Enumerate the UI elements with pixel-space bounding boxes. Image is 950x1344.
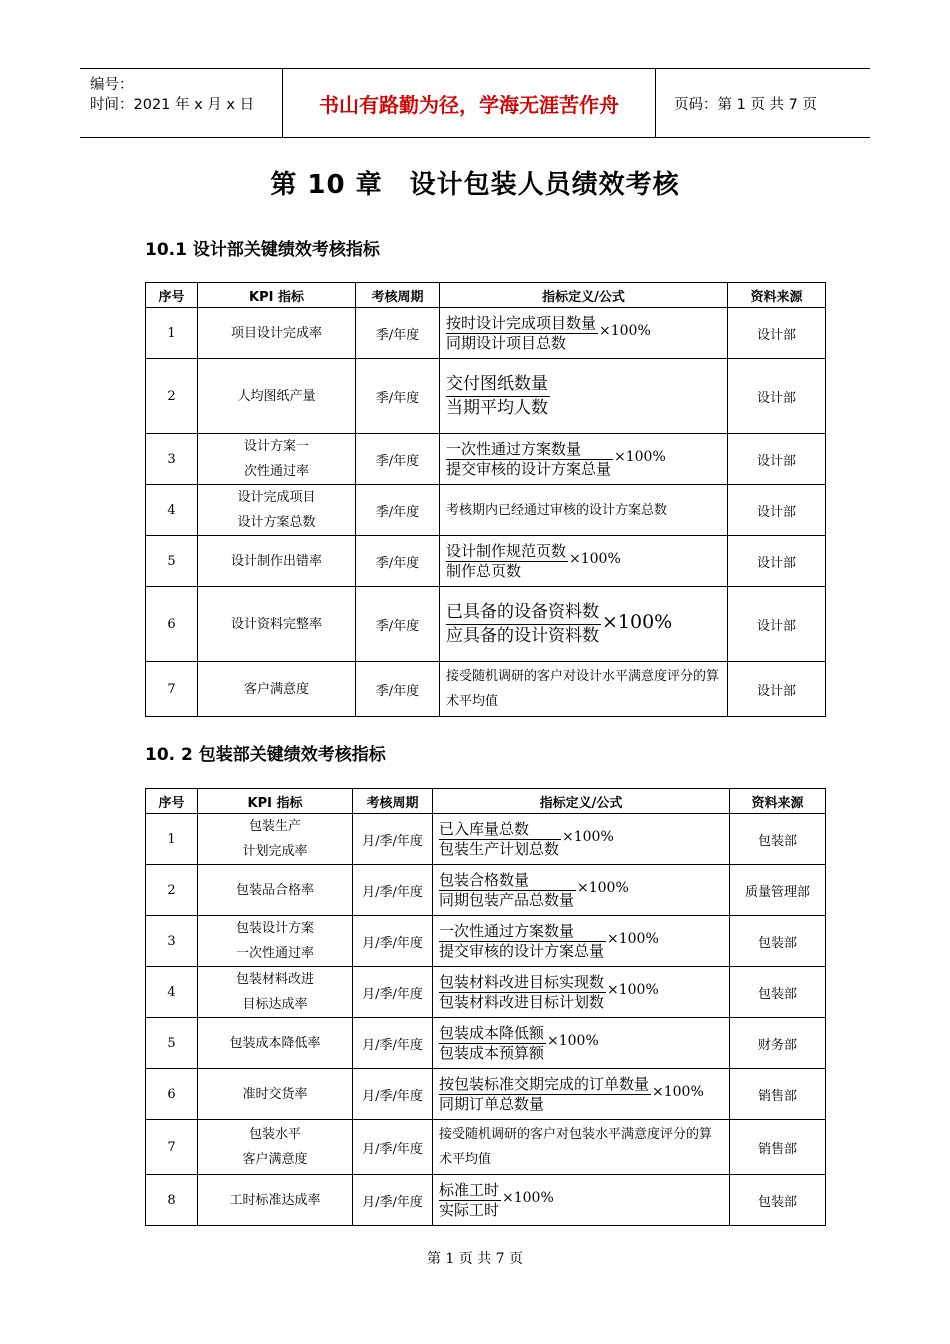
row-number: 4	[146, 485, 198, 536]
formula	[439, 1024, 599, 1063]
fraction	[446, 601, 601, 648]
kpi-name-line: 包装品合格率	[235, 882, 314, 898]
column-header: 考核周期	[353, 789, 433, 814]
row-number: 2	[146, 359, 198, 434]
numerator: 已入库量总数	[439, 820, 561, 840]
fraction	[439, 922, 606, 961]
denominator: 包装生产计划总数	[439, 839, 560, 858]
data-source: 设计部	[728, 359, 826, 434]
formula	[439, 820, 614, 859]
assessment-period: 月/季/年度	[353, 916, 433, 967]
table-row	[146, 359, 826, 434]
kpi-name	[198, 485, 356, 536]
denominator: 包装成本预算额	[439, 1043, 545, 1062]
assessment-period: 季/年度	[356, 359, 440, 434]
data-source: 设计部	[728, 434, 826, 485]
row-number: 5	[146, 1018, 198, 1069]
kpi-name	[198, 587, 356, 662]
multiplier: ×100%	[602, 611, 673, 633]
column-header: KPI 指标	[198, 283, 356, 308]
kpi-name-line: 包装成本降低率	[229, 1035, 321, 1051]
row-number: 3	[146, 434, 198, 485]
formula	[439, 922, 659, 961]
assessment-period: 月/季/年度	[353, 814, 433, 865]
table-row	[146, 1018, 826, 1069]
table-row	[146, 865, 826, 916]
kpi-name	[198, 434, 356, 485]
numerator: 包装合格数量	[439, 871, 576, 891]
row-number: 4	[146, 967, 198, 1018]
table-row	[146, 1120, 826, 1175]
formula-cell	[440, 308, 728, 359]
assessment-period: 月/季/年度	[353, 967, 433, 1018]
section2-title: 10. 2 包装部关键绩效考核指标	[145, 745, 386, 765]
table-row	[146, 536, 826, 587]
kpi-name-line: 设计方案一	[243, 439, 309, 454]
design-kpi-table	[145, 282, 826, 717]
table-row	[146, 308, 826, 359]
kpi-name-line: 包装生产	[248, 819, 301, 834]
multiplier: ×100%	[569, 551, 621, 567]
assessment-period: 月/季/年度	[353, 1069, 433, 1120]
formula	[439, 1075, 704, 1114]
row-number: 3	[146, 916, 198, 967]
fraction	[439, 1024, 546, 1063]
number-label: 编号：	[90, 77, 134, 93]
data-source: 设计部	[728, 308, 826, 359]
row-number: 8	[146, 1175, 198, 1226]
formula	[446, 440, 666, 479]
row-number: 7	[146, 662, 198, 717]
row-number: 1	[146, 814, 198, 865]
header-motto: 书山有路勤为径，学海无涯苦作舟	[283, 69, 656, 137]
header-info	[80, 69, 283, 137]
data-source: 包装部	[730, 814, 826, 865]
multiplier: ×100%	[614, 449, 666, 465]
data-source: 设计部	[728, 662, 826, 717]
table-row	[146, 1175, 826, 1226]
numerator: 一次性通过方案数量	[446, 440, 613, 460]
column-header: 指标定义/公式	[433, 789, 730, 814]
table-header-row	[146, 789, 826, 814]
kpi-name	[198, 967, 353, 1018]
assessment-period: 月/季/年度	[353, 1120, 433, 1175]
assessment-period: 季/年度	[356, 434, 440, 485]
kpi-name	[198, 1018, 353, 1069]
kpi-name-line: 计划完成率	[242, 844, 308, 859]
row-number: 6	[146, 587, 198, 662]
data-source: 设计部	[728, 587, 826, 662]
kpi-name-line: 准时交货率	[242, 1086, 308, 1102]
assessment-period: 季/年度	[356, 485, 440, 536]
row-number: 2	[146, 865, 198, 916]
formula	[439, 871, 629, 910]
column-header: 指标定义/公式	[440, 283, 728, 308]
data-source: 销售部	[730, 1069, 826, 1120]
fraction	[446, 373, 550, 420]
assessment-period: 季/年度	[356, 587, 440, 662]
table-header-row	[146, 283, 826, 308]
table-row	[146, 916, 826, 967]
page-info-text: 页码：第 1 页 共 7 页	[674, 96, 817, 113]
kpi-name-line: 一次性通过率	[235, 946, 314, 961]
formula	[446, 314, 651, 353]
column-header: 考核周期	[356, 283, 440, 308]
numerator: 按包装标准交期完成的订单数量	[439, 1074, 650, 1093]
definition-text: 接受随机调研的客户对设计水平满意度评分的算术平均值	[440, 662, 728, 717]
kpi-name	[198, 662, 356, 717]
assessment-period: 月/季/年度	[353, 1018, 433, 1069]
data-source: 包装部	[730, 1175, 826, 1226]
fraction	[439, 1181, 501, 1220]
formula-cell	[440, 359, 728, 434]
data-source: 包装部	[730, 916, 826, 967]
assessment-period: 月/季/年度	[353, 865, 433, 916]
data-source: 设计部	[728, 485, 826, 536]
kpi-name	[198, 916, 353, 967]
column-header: 序号	[146, 283, 198, 308]
denominator: 同期包装产品总数量	[439, 890, 575, 909]
kpi-name-line: 设计方案总数	[237, 515, 316, 530]
kpi-name-line: 包装材料改进	[235, 972, 314, 987]
kpi-name	[198, 359, 356, 434]
row-number: 6	[146, 1069, 198, 1120]
kpi-name	[198, 536, 356, 587]
time-label: 时间：2021 年 x 月 x 日	[90, 97, 255, 113]
multiplier: ×100%	[502, 1190, 554, 1206]
multiplier: ×100%	[562, 829, 614, 845]
denominator: 包装材料改进目标计划数	[439, 992, 605, 1011]
page-header	[80, 68, 870, 138]
kpi-name	[198, 1069, 353, 1120]
kpi-name	[198, 1120, 353, 1175]
fraction	[446, 314, 598, 353]
multiplier: ×100%	[547, 1033, 599, 1049]
table-row	[146, 814, 826, 865]
data-source: 销售部	[730, 1120, 826, 1175]
kpi-name	[198, 308, 356, 359]
formula-cell	[433, 967, 730, 1018]
column-header: 序号	[146, 789, 198, 814]
kpi-name-line: 包装设计方案	[235, 921, 314, 936]
fraction	[439, 1075, 651, 1114]
page-footer: 第 1 页 共 7 页	[426, 1251, 524, 1267]
table-row	[146, 434, 826, 485]
formula-cell	[440, 587, 728, 662]
row-number: 7	[146, 1120, 198, 1175]
fraction	[446, 440, 613, 479]
assessment-period: 月/季/年度	[353, 1175, 433, 1226]
formula-cell	[433, 1175, 730, 1226]
definition-text: 接受随机调研的客户对包装水平满意度评分的算术平均值	[433, 1120, 730, 1175]
denominator: 同期设计项目总数	[446, 333, 567, 352]
table-row	[146, 662, 826, 717]
header-page-info	[666, 69, 870, 137]
fraction	[446, 542, 568, 581]
packaging-kpi-table	[145, 788, 826, 1226]
formula-cell	[433, 1069, 730, 1120]
denominator: 当期平均人数	[446, 397, 548, 418]
table-row	[146, 587, 826, 662]
assessment-period: 季/年度	[356, 536, 440, 587]
table-row	[146, 1069, 826, 1120]
multiplier: ×100%	[577, 880, 629, 896]
kpi-name-line: 包装水平	[248, 1127, 301, 1142]
column-header: 资料来源	[730, 789, 826, 814]
numerator: 交付图纸数量	[446, 373, 550, 397]
denominator: 实际工时	[439, 1200, 500, 1219]
column-header: KPI 指标	[198, 789, 353, 814]
data-source: 包装部	[730, 967, 826, 1018]
section1-title: 10.1 设计部关键绩效考核指标	[145, 240, 380, 260]
table-row	[146, 967, 826, 1018]
kpi-name-line: 人均图纸产量	[237, 388, 316, 404]
multiplier: ×100%	[607, 982, 659, 998]
formula-cell	[433, 814, 730, 865]
fraction	[439, 871, 576, 910]
fraction	[439, 973, 606, 1012]
data-source: 设计部	[728, 536, 826, 587]
assessment-period: 季/年度	[356, 308, 440, 359]
multiplier: ×100%	[607, 931, 659, 947]
kpi-name-line: 设计资料完整率	[230, 616, 322, 632]
formula-cell	[433, 865, 730, 916]
formula	[439, 1181, 554, 1220]
row-number: 1	[146, 308, 198, 359]
formula	[446, 542, 621, 581]
numerator: 按时设计完成项目数量	[446, 313, 597, 332]
formula	[446, 601, 672, 648]
numerator: 包装成本降低额	[439, 1023, 545, 1042]
formula	[446, 373, 550, 420]
kpi-name-line: 客户满意度	[243, 681, 309, 697]
numerator: 已具备的设备资料数	[446, 601, 601, 625]
multiplier: ×100%	[652, 1084, 704, 1100]
denominator: 同期订单总数量	[439, 1094, 545, 1113]
assessment-period: 季/年度	[356, 662, 440, 717]
multiplier: ×100%	[599, 323, 651, 339]
data-source: 财务部	[730, 1018, 826, 1069]
kpi-name	[198, 814, 353, 865]
fraction	[439, 820, 561, 859]
denominator: 制作总页数	[446, 561, 522, 580]
kpi-name-line: 设计制作出错率	[230, 553, 322, 569]
kpi-name-line: 设计完成项目	[237, 490, 316, 505]
kpi-name-line: 工时标准达成率	[229, 1192, 321, 1208]
chapter-title: 第 10 章 设计包装人员绩效考核	[270, 170, 680, 200]
numerator: 包装材料改进目标实现数	[439, 972, 605, 991]
numerator: 标准工时	[439, 1180, 500, 1199]
kpi-name-line: 次性通过率	[243, 464, 309, 479]
formula-cell	[440, 434, 728, 485]
row-number: 5	[146, 536, 198, 587]
table-row	[146, 485, 826, 536]
formula-cell	[440, 536, 728, 587]
kpi-name-line: 目标达成率	[242, 997, 308, 1012]
denominator: 提交审核的设计方案总量	[446, 459, 612, 478]
formula	[439, 973, 659, 1012]
data-source: 质量管理部	[730, 865, 826, 916]
kpi-name-line: 客户满意度	[242, 1152, 308, 1167]
numerator: 设计制作规范页数	[446, 541, 567, 560]
formula-cell	[433, 916, 730, 967]
kpi-name	[198, 1175, 353, 1226]
formula-cell	[433, 1018, 730, 1069]
kpi-name-line: 项目设计完成率	[230, 325, 322, 341]
column-header: 资料来源	[728, 283, 826, 308]
denominator: 应具备的设计资料数	[446, 625, 599, 646]
definition-text: 考核期内已经通过审核的设计方案总数	[440, 485, 728, 536]
kpi-name	[198, 865, 353, 916]
numerator: 一次性通过方案数量	[439, 922, 606, 942]
denominator: 提交审核的设计方案总量	[439, 941, 605, 960]
